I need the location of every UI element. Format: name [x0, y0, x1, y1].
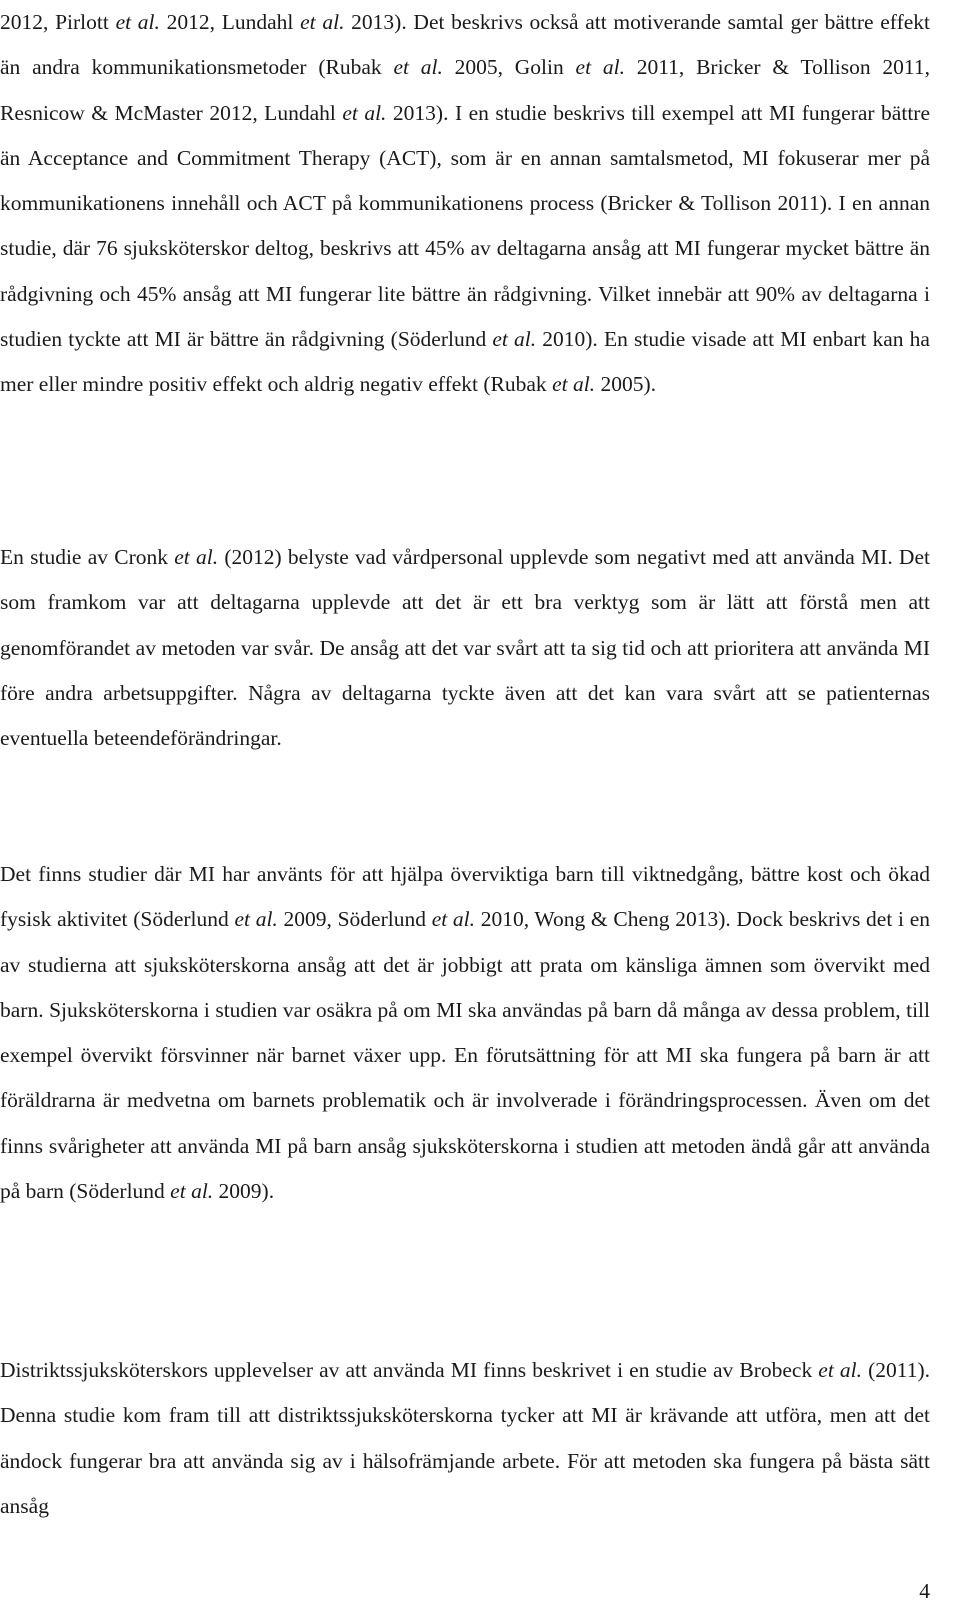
citation-et-al: et al. [174, 545, 219, 569]
citation-et-al: et al. [170, 1179, 214, 1204]
text-run: 2011, Bricker & Tollison 2011, Resnicow & McMaster 2012, Lundahl [0, 55, 930, 125]
page-number: 4 [919, 1579, 930, 1603]
text-run: 2012, Lundahl [159, 10, 301, 34]
text-run: En studie av Cronk [0, 545, 175, 569]
citation-et-al: et al. [431, 907, 476, 932]
citation-et-al: et al. [552, 372, 596, 397]
text-run: 2009). [213, 1179, 275, 1204]
citation-et-al: et al. [575, 55, 625, 80]
text-run: 2009, Söderlund [277, 907, 432, 932]
citation-et-al: et al. [115, 10, 160, 34]
citation-et-al: et al. [342, 100, 387, 125]
text-run: 2013). I en studie beskrivs till exempel att MI fungerar bättre än Acceptance and Commitment Therapy (ACT), som är en annan samtalsmetod, MI fokuserar mer på kommunikationens innehåll och ACT på kommunikationens process (Bricker & Tollison 2011). I en annan studie, där 76 sjuksköterskor deltog, beskrivs att 45% av deltagarna ansåg att MI fungerar mycket bättre än rådgivning och 45% ansåg att MI fungerar lite bättre än rådgivning. Vilket innebär att 90% av deltagarna i studien tyckte att MI är bättre än rådgivning (Söderlund [0, 100, 930, 352]
citation-et-al: et al. [492, 327, 537, 352]
paragraph-3 [0, 852, 930, 1214]
text-run: 2013). Det beskrivs också att motiverande samtal ger bättre effekt än andra kommunikationsmetoder (Rubak [0, 10, 931, 80]
text-run: Distriktssjuksköterskors upplevelser av att använda MI finns beskrivet i en studie av Brobeck [0, 1358, 819, 1382]
paragraph-2 [0, 535, 930, 761]
citation-et-al: et al. [818, 1358, 862, 1382]
text-run: 2005). [595, 372, 656, 397]
text-run: (2011). Denna studie kom fram till att distriktssjuksköterskorna tycker att MI är krävande att utföra, men att det ändock fungerar bra att använda sig av i hälsofrämjande arbete. För att metoden ska fungera på bästa sätt ansåg [0, 1358, 930, 1518]
citation-et-al: et al. [234, 907, 278, 932]
citation-et-al: et al. [393, 55, 443, 80]
text-run: 2005, Golin [442, 55, 576, 80]
text-run: 2012, Pirlott [0, 10, 116, 34]
text-run: 2010). En studie visade att MI enbart kan ha mer eller mindre positiv effekt och aldrig negativ effekt (Rubak [0, 327, 930, 397]
text-run: Det finns studier där MI har använts för att hjälpa överviktiga barn till viktnedgång, bättre kost och ökad fysisk aktivitet (Söderlund [0, 862, 930, 932]
text-run: 2010, Wong & Cheng 2013). Dock beskrivs det i en av studierna att sjuksköterskorna ansåg att det är jobbigt att prata om känsliga ämnen som övervikt med barn. Sjuksköterskorna i studien var osäkra på om MI ska användas på barn då många av dessa problem, till exempel övervikt försvinner när barnet växer upp. En förutsättning för att MI ska fungera på barn är att föräldrarna är medvetna om barnets problematik och är involverade i förändringsprocessen. Även om det finns svårigheter att använda MI på barn ansåg sjuksköterskorna i studien att metoden ändå går att använda på barn (Söderlund [0, 907, 930, 1204]
citation-et-al: et al. [300, 10, 345, 34]
paragraph-4 [0, 1348, 930, 1529]
paragraph-1 [0, 0, 930, 408]
text-run: (2012) belyste vad vårdpersonal upplevde som negativt med att använda MI. Det som framkom var att deltagarna upplevde att det är ett bra verktyg som är lätt att förstå men att genomförandet av metoden var svår. De ansåg att det var svårt att ta sig tid och att prioritera att använda MI före andra arbetsuppgifter. Några av deltagarna tyckte även att det kan vara svårt att se patienternas eventuella beteendeförändringar. [0, 545, 930, 751]
